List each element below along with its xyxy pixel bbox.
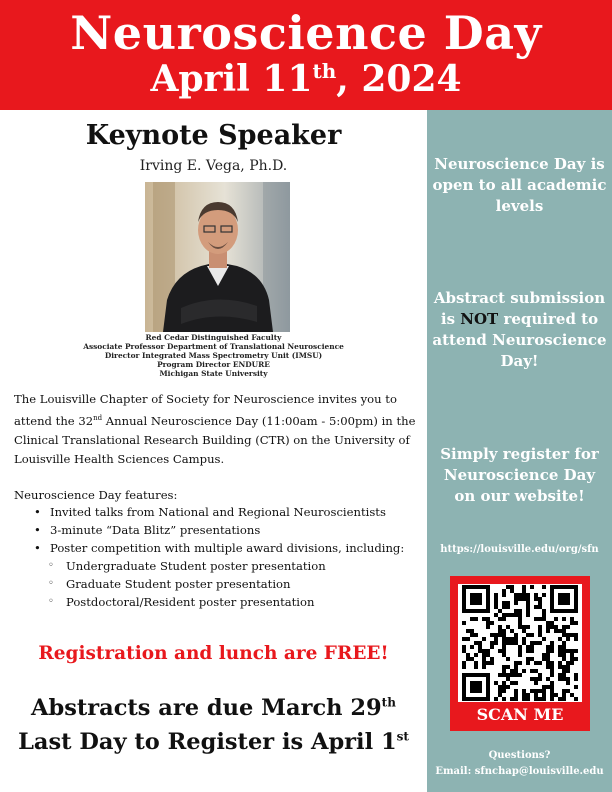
sub-list-item: ◦ Graduate Student poster presentation	[14, 575, 424, 593]
speaker-credentials	[0, 333, 427, 378]
registration-deadline	[0, 725, 427, 759]
speaker-name: Irving E. Vega, Ph.D.	[139, 158, 288, 174]
credential-line: Director Integrated Mass Spectrometry Unit (IMSU)	[104, 351, 323, 360]
registration-deadline-text: Last Day to Register is April 1	[18, 729, 397, 755]
abstract-deadline	[0, 691, 427, 725]
speaker-portrait-image	[145, 182, 290, 332]
features-list	[14, 503, 424, 611]
abstract-note-start: Abstract submission is	[433, 289, 606, 328]
event-date-main: April 11	[150, 58, 313, 100]
info-sidebar	[427, 110, 612, 792]
event-date-sup: th	[312, 59, 337, 83]
intro-text-end: Annual Neuroscience Day (11:00am - 5:00pm) in the Clinical Translational Research Building (CTR) on the University of Louisville Health Sciences Campus.	[14, 413, 416, 466]
abstract-note	[431, 288, 608, 372]
qr-code-block[interactable]	[450, 576, 590, 731]
event-date-year: , 2024	[336, 58, 462, 100]
list-item: • Poster competition with multiple award divisions, including:	[14, 539, 424, 557]
intro-paragraph	[14, 390, 418, 469]
register-note: Simply register for Neuroscience Day on our website!	[440, 445, 599, 505]
list-item: • 3-minute “Data Blitz” presentations	[14, 521, 424, 539]
scan-me-label: SCAN ME	[476, 705, 564, 724]
keynote-heading: Keynote Speaker	[85, 120, 342, 151]
event-title: Neuroscience Day	[70, 6, 542, 60]
qr-code[interactable]	[458, 584, 582, 702]
contact-info	[427, 748, 612, 780]
features-title: Neuroscience Day features:	[14, 488, 178, 502]
credential-line: Red Cedar Distinguished Faculty	[145, 333, 282, 342]
credential-line: Associate Professor Department of Translational Neuroscience	[83, 342, 344, 351]
open-to-all-text: Neuroscience Day is open to all academic levels	[432, 155, 607, 215]
deadlines	[0, 691, 427, 759]
speaker-photo	[145, 182, 290, 332]
abstract-deadline-sup: th	[381, 695, 396, 710]
intro-ordinal: nd	[93, 414, 103, 422]
intro-text-start: The Louisville Chapter of Society for Neuroscience invites you to attend the 32	[14, 392, 397, 428]
questions-label: Questions?	[488, 750, 551, 761]
abstract-deadline-text: Abstracts are due March 29	[31, 695, 382, 721]
abstract-note-emphasis: NOT	[460, 310, 499, 328]
abstract-note-end: required to attend Neuroscience Day!	[432, 310, 607, 370]
sub-list-item: ◦ Postdoctoral/Resident poster presentation	[14, 593, 424, 611]
qr-code-pattern	[458, 584, 582, 702]
header-banner	[0, 0, 612, 110]
sub-list-item: ◦ Undergraduate Student poster presentation	[14, 557, 424, 575]
free-registration-notice: Registration and lunch are FREE!	[38, 643, 389, 664]
contact-email[interactable]: Email: sfnchap@louisville.edu	[435, 766, 604, 777]
event-date	[0, 58, 612, 100]
credential-line: Program Director ENDURE	[157, 360, 270, 369]
website-link[interactable]: https://louisville.edu/org/sfn	[440, 544, 599, 555]
list-item: • Invited talks from National and Regional Neuroscientists	[14, 503, 424, 521]
credential-line: Michigan State University	[159, 369, 268, 378]
registration-deadline-sup: st	[396, 729, 409, 744]
